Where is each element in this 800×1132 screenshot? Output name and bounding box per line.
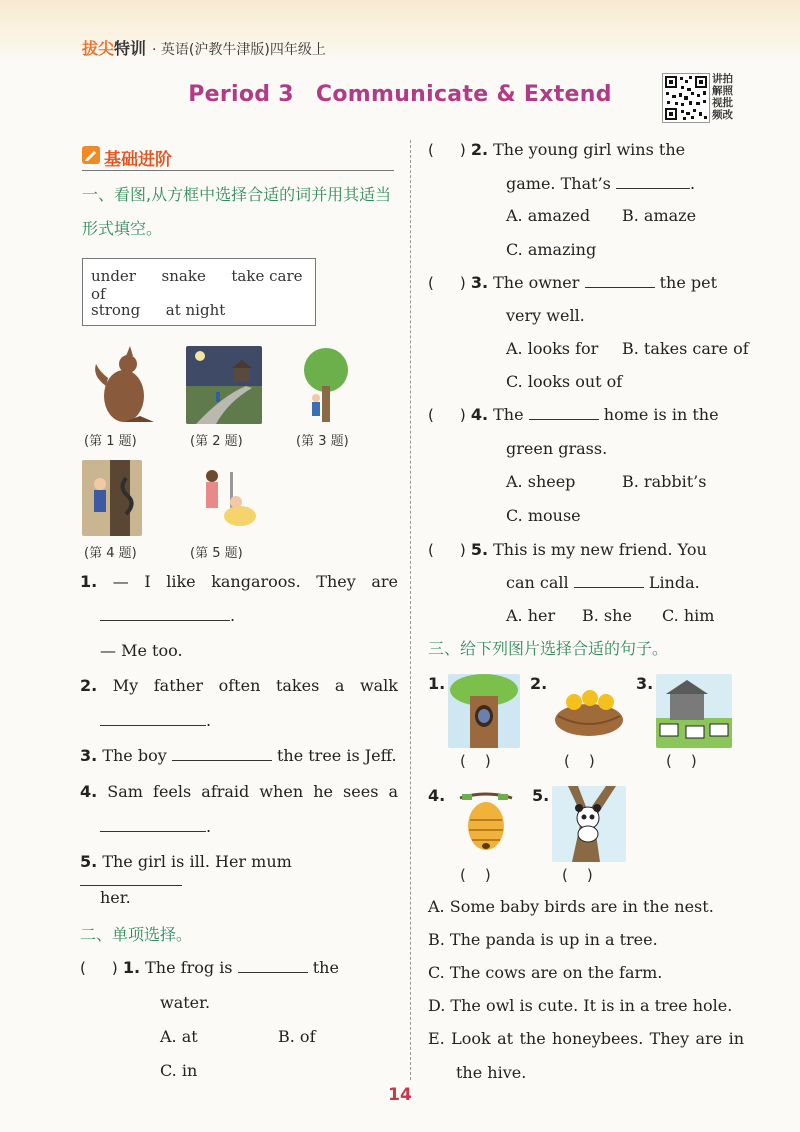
p2-q2-option-a[interactable]: A. amazed xyxy=(506,206,591,225)
p2-q3-option-b[interactable]: B. takes care of xyxy=(622,339,749,358)
night-path-picture xyxy=(186,346,262,424)
p2-q4-line1: ( ) 4. The home is in the xyxy=(428,405,719,424)
p2-q3-line2: very well. xyxy=(506,306,585,325)
p2-q3-line1: ( ) 3. The owner the pet xyxy=(428,273,718,292)
p3-answer-2[interactable]: ( ) xyxy=(564,752,595,770)
word-strong: strong xyxy=(91,301,141,319)
word-under: under xyxy=(91,267,136,285)
book-subtitle: · 英语(沪教牛津版)四年级上 xyxy=(152,42,326,58)
p1-q2-line2: . xyxy=(100,711,211,730)
caption-5: (第 5 题) xyxy=(190,546,243,561)
brand-part1: 拔尖 xyxy=(82,39,115,58)
p2-q4-option-c[interactable]: C. mouse xyxy=(506,506,581,525)
qr-caption: 讲拍 解照 视批 频改 xyxy=(712,73,733,121)
page-number: 14 xyxy=(388,1085,412,1105)
beehive-picture xyxy=(456,790,516,856)
p3-option-a: A. Some baby birds are in the nest. xyxy=(428,897,714,916)
word-take-care-of: take care of xyxy=(91,267,303,303)
p1-q1-line1: 1. — I like kangaroos. They are xyxy=(80,572,398,591)
p2-q3-option-a[interactable]: A. looks for xyxy=(506,339,599,358)
p1-q4-line1: 4. Sam feels afraid when he sees a xyxy=(80,782,399,801)
p2-q4-option-a[interactable]: A. sheep xyxy=(506,472,576,491)
bird-nest-picture xyxy=(552,680,626,740)
mum-care-picture xyxy=(190,466,260,530)
p3-answer-3[interactable]: ( ) xyxy=(666,752,697,770)
topic-label: Communicate & Extend xyxy=(315,82,612,107)
caption-1: (第 1 题) xyxy=(84,434,137,449)
p3-answer-5[interactable]: ( ) xyxy=(562,866,593,884)
word-at-night: at night xyxy=(165,301,226,319)
p2-q4-blank[interactable] xyxy=(529,405,599,420)
p3-num-4: 4. xyxy=(428,786,446,805)
p1-q2-blank[interactable] xyxy=(100,711,206,726)
part2-heading: 二、单项选择。 xyxy=(80,925,193,944)
p3-answer-4[interactable]: ( ) xyxy=(460,866,491,884)
caption-3: (第 3 题) xyxy=(296,434,349,449)
p1-q3-blank[interactable] xyxy=(172,746,272,761)
p3-option-e: E. Look at the honeybees. They are in xyxy=(428,1029,744,1048)
p1-q1-response: — Me too. xyxy=(100,641,183,660)
p2-q2-option-c[interactable]: C. amazing xyxy=(506,240,597,259)
p2-q2-line2: game. That’s . xyxy=(506,174,696,193)
p1-q1-blank[interactable] xyxy=(100,606,230,621)
p1-q5-blank[interactable] xyxy=(80,871,182,886)
p2-q4-line2: green grass. xyxy=(506,439,608,458)
p2-q5-option-b[interactable]: B. she xyxy=(582,606,632,625)
tree-boy-picture xyxy=(300,346,352,424)
p1-q5-line1: 5. The girl is ill. Her mum xyxy=(80,852,398,890)
panda-tree-picture xyxy=(552,786,626,862)
p1-q1-line2: . xyxy=(100,606,235,625)
book-brand xyxy=(82,36,326,59)
p2-q1-option-c[interactable]: C. in xyxy=(160,1061,198,1080)
caption-4: (第 4 题) xyxy=(84,546,137,561)
word-box xyxy=(82,258,316,326)
p2-q2-line1: ( ) 2. The young girl wins the xyxy=(428,140,686,159)
p2-q4-option-b[interactable]: B. rabbit’s xyxy=(622,472,707,491)
pencil-icon xyxy=(82,146,100,164)
cows-farm-picture xyxy=(656,674,732,748)
part1-instruction: 一、看图,从方框中选择合适的词并用其适当形式填空。 xyxy=(82,185,392,238)
p2-q5-line1: ( ) 5. This is my new friend. You xyxy=(428,540,707,559)
p3-num-2: 2. xyxy=(530,674,548,693)
p3-num-5: 5. xyxy=(532,786,550,805)
section-label: 基础进阶 xyxy=(104,150,172,170)
p3-option-c: C. The cows are on the farm. xyxy=(428,963,663,982)
p2-q3-option-c[interactable]: C. looks out of xyxy=(506,372,623,391)
p2-q1-line2: water. xyxy=(160,993,211,1012)
column-divider xyxy=(410,140,411,1080)
p3-option-d: D. The owl is cute. It is in a tree hole. xyxy=(428,996,733,1015)
section-heading xyxy=(82,144,394,171)
p1-q2-line1: 2. My father often takes a walk xyxy=(80,676,398,695)
p1-q4-line2: . xyxy=(100,817,211,836)
p2-q2-option-b[interactable]: B. amaze xyxy=(622,206,697,225)
snake-boy-picture xyxy=(82,460,142,536)
p2-q3-blank[interactable] xyxy=(585,273,655,288)
qr-code[interactable] xyxy=(662,73,710,123)
kangaroo-picture xyxy=(84,346,156,424)
period-label: Period 3 xyxy=(188,82,294,107)
p3-option-e-cont: the hive. xyxy=(456,1063,527,1082)
p2-q1-option-b[interactable]: B. of xyxy=(278,1027,316,1046)
part3-heading: 三、给下列图片选择合适的句子。 xyxy=(428,639,669,658)
p1-q3: 3. The boy the tree is Jeff. xyxy=(80,746,397,765)
p2-q2-blank[interactable] xyxy=(616,174,690,189)
p2-q5-line2: can call Linda. xyxy=(506,573,700,592)
p3-answer-1[interactable]: ( ) xyxy=(460,752,491,770)
p1-q4-blank[interactable] xyxy=(100,817,206,832)
p2-q5-blank[interactable] xyxy=(574,573,644,588)
owl-tree-picture xyxy=(448,674,520,748)
p2-q5-option-a[interactable]: A. her xyxy=(506,606,556,625)
p3-option-b: B. The panda is up in a tree. xyxy=(428,930,658,949)
caption-2: (第 2 题) xyxy=(190,434,243,449)
word-snake: snake xyxy=(161,267,206,285)
p3-num-1: 1. xyxy=(428,674,446,693)
p2-q5-option-c[interactable]: C. him xyxy=(662,606,715,625)
p2-q1-option-a[interactable]: A. at xyxy=(160,1027,198,1046)
p2-q1-blank[interactable] xyxy=(238,958,308,973)
p2-q1-line1: ( ) 1. The frog is the xyxy=(80,958,339,977)
p3-num-3: 3. xyxy=(636,674,654,693)
brand-part2: 特训 xyxy=(114,39,147,58)
p1-q5-line2: her. xyxy=(100,888,131,907)
